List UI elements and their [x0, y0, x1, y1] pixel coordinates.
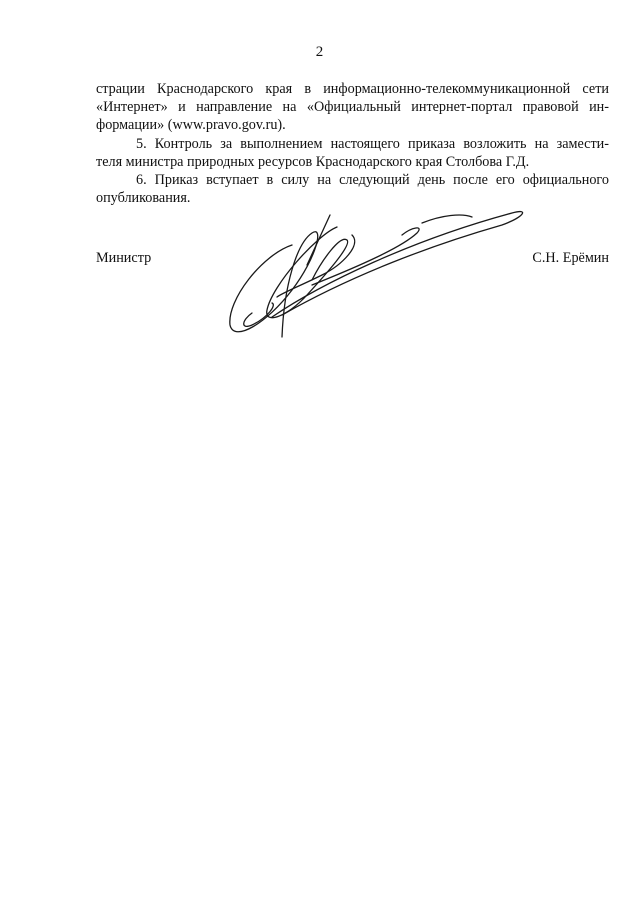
signature-stroke [312, 228, 419, 285]
text-line: «Интернет» и направление на «Официальный интернет-портал правовой ин- [96, 99, 609, 116]
signature-stroke [422, 215, 472, 223]
text-line: 6. Приказ вступает в силу на следующий день после его официального [136, 172, 609, 189]
text-line: теля министра природных ресурсов Краснодарского края Столбова Г.Д. [96, 153, 530, 170]
paragraph-item-5 [96, 135, 609, 171]
text-line: опубликования. [96, 190, 191, 207]
document-body [96, 80, 609, 207]
paragraph-continuation [96, 80, 609, 135]
text-line: формации» (www.pravo.gov.ru). [96, 117, 286, 134]
signature-stroke [307, 215, 330, 265]
signer-name: С.Н. Ерёмин [532, 250, 609, 266]
text-line: 5. Контроль за выполнением настоящего приказа возложить на замести- [136, 135, 609, 152]
paragraph-item-6 [96, 171, 609, 207]
text-line: страции Краснодарского края в информационно-телекоммуникационной сети [96, 81, 609, 97]
signature-stroke [272, 212, 523, 317]
page-number: 2 [315, 44, 324, 60]
signature-stroke [267, 227, 348, 318]
signature-stroke [230, 232, 318, 337]
signer-title: Министр [96, 250, 152, 266]
handwritten-signature [212, 205, 532, 345]
